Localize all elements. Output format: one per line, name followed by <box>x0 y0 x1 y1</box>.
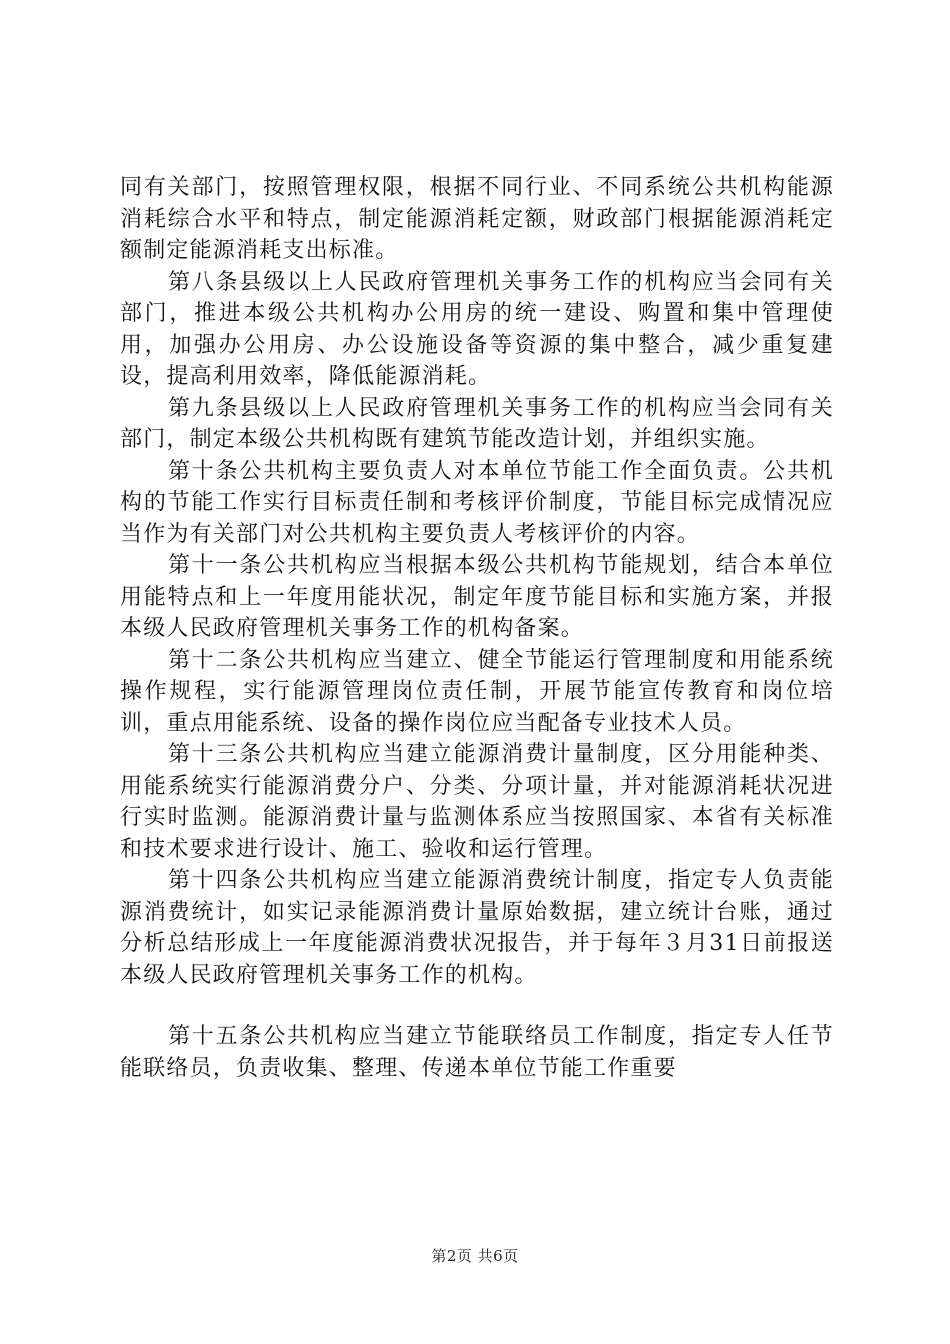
paragraph-article-10: 第十条公共机构主要负责人对本单位节能工作全面负责。公共机构的节能工作实行目标责任制和考核评价制度，节能目标完成情况应当作为有关部门对公共机构主要负责人考核评价的内容。 <box>120 458 834 547</box>
paragraph-article-15: 第十五条公共机构应当建立节能联络员工作制度，指定专人任节能联络员，负责收集、整理、传递本单位节能工作重要 <box>120 1024 834 1081</box>
document-body <box>120 172 834 1084</box>
paragraph-article-12: 第十二条公共机构应当建立、健全节能运行管理制度和用能系统操作规程，实行能源管理岗位责任制，开展节能宣传教育和岗位培训，重点用能系统、设备的操作岗位应当配备专业技术人员。 <box>120 647 834 736</box>
paragraph-continuation: 同有关部门，按照管理权限，根据不同行业、不同系统公共机构能源消耗综合水平和特点，制定能源消耗定额，财政部门根据能源消耗定额制定能源消耗支出标准。 <box>120 175 834 263</box>
paragraph-article-9: 第九条县级以上人民政府管理机关事务工作的机构应当会同有关部门，制定本级公共机构既有建筑节能改造计划，并组织实施。 <box>120 395 834 452</box>
paragraph-article-11: 第十一条公共机构应当根据本级公共机构节能规划，结合本单位用能特点和上一年度用能状况，制定年度节能目标和实施方案，并报本级人民政府管理机关事务工作的机构备案。 <box>120 553 834 641</box>
paragraph-article-8: 第八条县级以上人民政府管理机关事务工作的机构应当会同有关部门，推进本级公共机构办公用房的统一建设、购置和集中管理使用，加强办公用房、办公设施设备等资源的集中整合，减少重复建设，提高利用效率，降低能源消耗。 <box>120 269 834 389</box>
paragraph-article-13: 第十三条公共机构应当建立能源消费计量制度，区分用能种类、用能系统实行能源消费分户、分类、分项计量，并对能源消耗状况进行实时监测。能源消费计量与监测体系应当按照国家、本省有关标准和技术要求进行设计、施工、验收和运行管理。 <box>120 742 834 862</box>
paragraph-article-14: 第十四条公共机构应当建立能源消费统计制度，指定专人负责能源消费统计，如实记录能源消费计量原始数据，建立统计台账，通过分析总结形成上一年度能源消费状况报告，并于每年３月31日前报送本级人民政府管理机关事务工作的机构。 <box>120 868 834 988</box>
page-number-footer: 第2页 共6页 <box>431 1247 519 1265</box>
